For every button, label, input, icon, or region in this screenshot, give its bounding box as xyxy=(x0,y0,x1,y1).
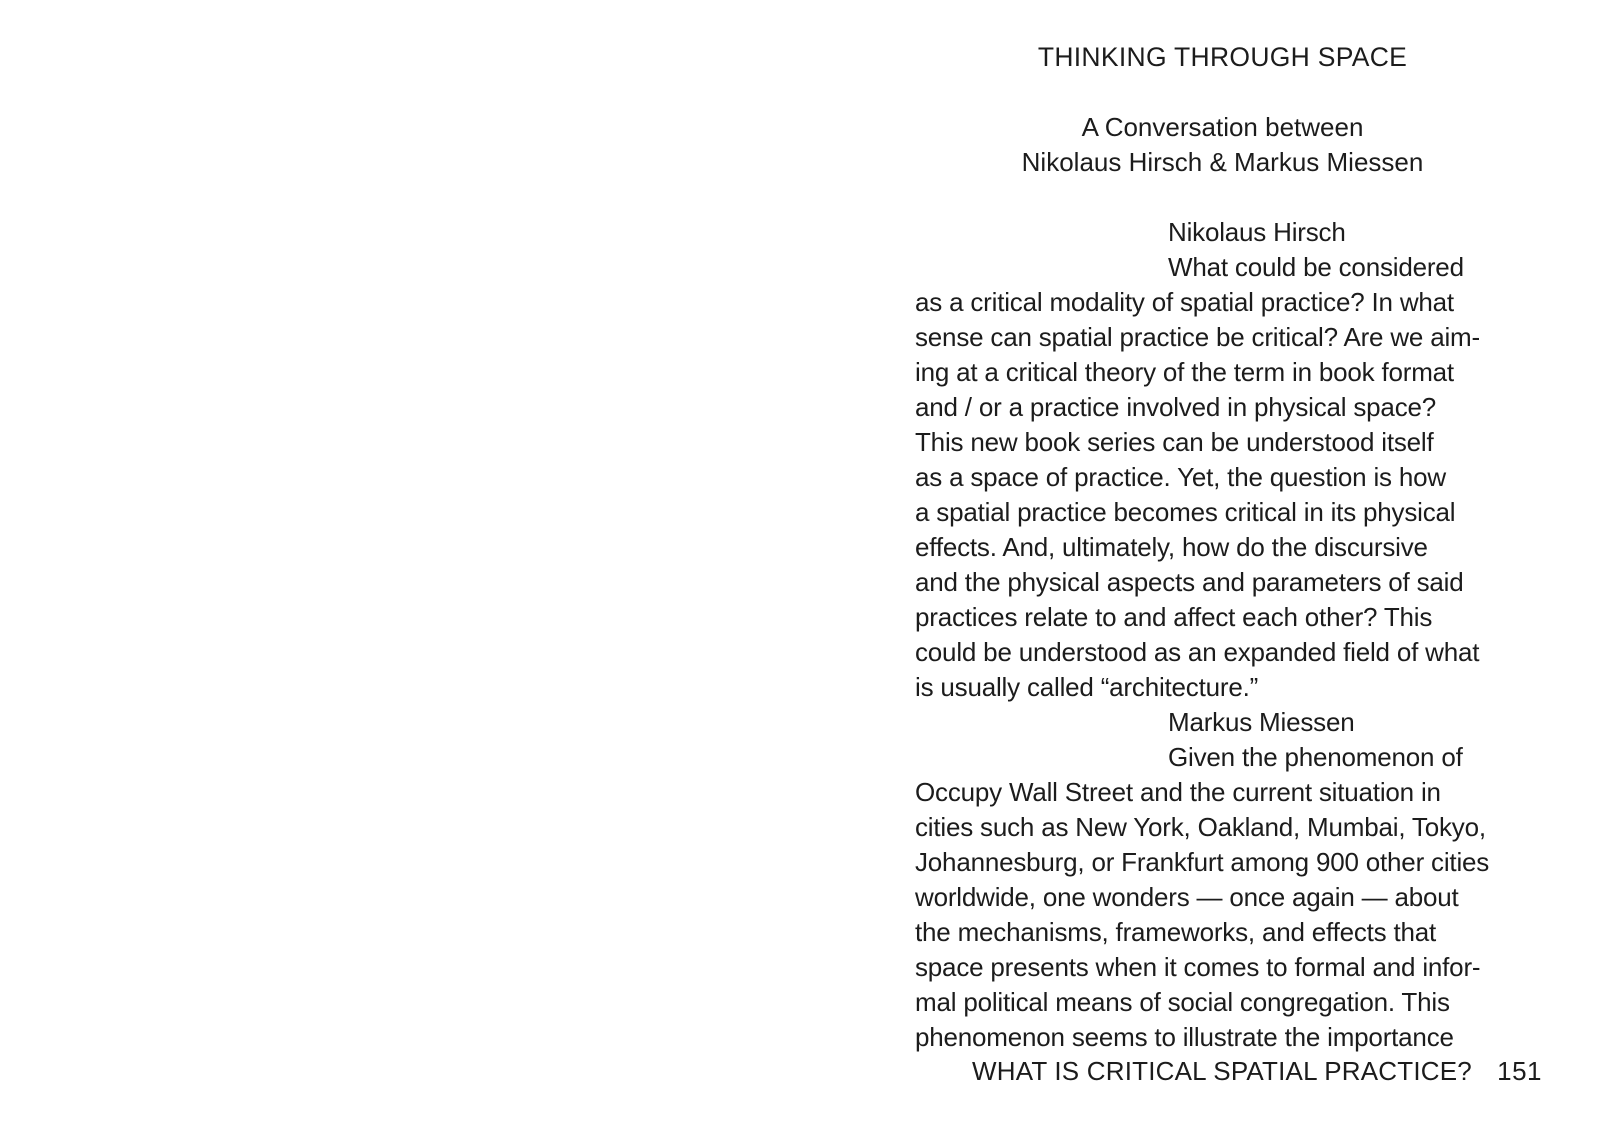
dialogue-opening-line: Given the phenomenon of xyxy=(1168,742,1463,772)
speaker-name: Nikolaus Hirsch xyxy=(1168,217,1346,247)
text-line: mal political means of social congregation. This xyxy=(915,987,1450,1017)
speaker-name: Markus Miessen xyxy=(1168,707,1355,737)
text-line: is usually called “architecture.” xyxy=(915,672,1259,702)
text-line: and the physical aspects and parameters of said xyxy=(915,567,1464,597)
text-line: ing at a critical theory of the term in book format xyxy=(915,357,1454,387)
text-line: the mechanisms, frameworks, and effects that xyxy=(915,917,1437,947)
text-line: cities such as New York, Oakland, Mumbai, Tokyo, xyxy=(915,812,1486,842)
text-line: a spatial practice becomes critical in its physical xyxy=(915,497,1456,527)
text-line: sense can spatial practice be critical? Are we aim- xyxy=(915,322,1480,352)
text-column xyxy=(915,40,1530,1055)
text-line: This new book series can be understood itself xyxy=(915,427,1434,457)
text-line: A Conversation between xyxy=(1081,112,1364,142)
text-line: and / or a practice involved in physical space? xyxy=(915,392,1437,422)
text-line: could be understood as an expanded field of what xyxy=(915,637,1480,667)
page-number: 151 xyxy=(1497,1056,1542,1086)
text-line: practices relate to and affect each other? This xyxy=(915,602,1433,632)
dialogue-body xyxy=(915,775,1530,1055)
text-line: Johannesburg, or Frankfurt among 900 other cities xyxy=(915,847,1490,877)
text-line: space presents when it comes to formal and infor- xyxy=(915,952,1481,982)
dialogue-miessen xyxy=(915,705,1530,1055)
text-line: Occupy Wall Street and the current situation in xyxy=(915,777,1441,807)
text-line: phenomenon seems to illustrate the importance xyxy=(915,1022,1454,1052)
page-footer xyxy=(972,1056,1542,1086)
text-line: as a space of practice. Yet, the question is how xyxy=(915,462,1446,492)
running-title: WHAT IS CRITICAL SPATIAL PRACTICE? xyxy=(972,1056,1472,1086)
text-line: worldwide, one wonders — once again — about xyxy=(915,882,1459,912)
title-block xyxy=(915,40,1530,75)
text-line: effects. And, ultimately, how do the discursive xyxy=(915,532,1428,562)
text-line: Nikolaus Hirsch & Markus Miessen xyxy=(1021,147,1424,177)
subtitle-block xyxy=(915,110,1530,180)
dialogue-body xyxy=(915,285,1530,705)
page-title: THINKING THROUGH SPACE xyxy=(1037,42,1408,72)
dialogue-opening-line: What could be considered xyxy=(1168,252,1464,282)
text-line: as a critical modality of spatial practice? In what xyxy=(915,287,1454,317)
dialogue-hirsch xyxy=(915,215,1530,705)
